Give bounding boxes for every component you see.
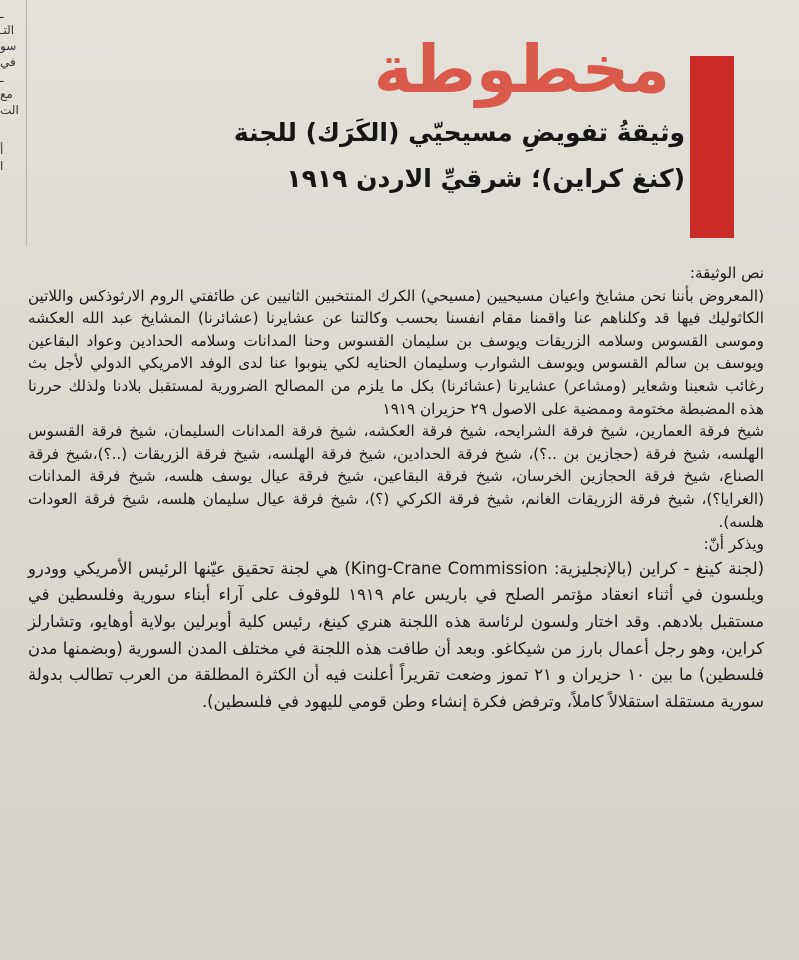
fragment-line: في	[0, 55, 16, 69]
fragment-line: ا	[0, 159, 4, 173]
context-text: (لجنة كينغ - كراين (بالإنجليزية: King-Crane Commission) هي لجنة تحقيق عيّنها الرئيس الأمريكي وودرو ويلسون في أثناء انعقاد مؤتمر الصلح في باريس عام ١٩١٩ للوقوف على آراء أبناء سورية وفلسطين في مستقبل بلادهم. وقد اختار ولسون لرئاسة هذه اللجنة هنري كينغ، رئيس كلية أوبرلين بولاية أوهايو، وتشارلز كراين، وهو رجل أعمال بارز من شيكاغو. وبعد أن طافت هذه اللجنة في مختلف المدن السورية (وبضمنها مدن فلسطين) ما بين ١٠ حزيران و ٢١ تموز وضعت تقريراً أعلنت فيه أن الكثرة المطلقة من العرب تطالب بدولة سورية مستقلة استقلالاً كاملاً، وترفض فكرة إنشاء وطن قومي لليهود في فلسطين).	[28, 558, 764, 711]
fragment-line: ـ	[0, 71, 4, 85]
context-label: ويذكر أنّ:	[703, 535, 764, 554]
fragment-line: ـ	[0, 7, 4, 21]
fragment-line: سو	[0, 39, 17, 53]
fragment-line: مع	[0, 87, 13, 101]
signatories-list: شيخ فرقة العمارين، شيخ فرقة الشرايحه، شيخ فرقة العكشه، شيخ فرقة المدانات السليمان، شيخ فرقة القسوس الهلسه، شيخ فرقة (حجازين بن ..؟)، شيخ فرقة الحدادين، شيخ فرقة الهلسه، شيخ فرقة الزريقات (..؟)،شيخ فرقة الصناع، شيخ فرقة الحجازين الخرسان، شيخ فرقة البقاعين، شيخ فرقة عيال يوسف هلسه، شيخ فرقة المدانات (الغرايا؟)، شيخ فرقة الزريقات الغانم، شيخ فرقة الكركي (؟)، شيخ فرقة عيال سليمان هلسه، شيخ فرقة العودات هلسه).	[28, 422, 764, 531]
article-body	[28, 262, 764, 715]
headline-line-1: وثيقةُ تفويضِ مسيحيّي (الكَرَك) للجنة	[233, 118, 685, 147]
accent-bar	[690, 56, 734, 238]
document-text: (المعروض بأننا نحن مشايخ واعيان مسيحيين (مسيحي) الكرك المنتخبين الثانيين عن طائفتي الروم الارثوذكس واللاتين الكاثوليك فيها قد وكلناهم عنا واقمنا مقام انفسنا بحسب وكالتنا عن عشايرنا (عشائرنا) المشايخ عبد الله العكشه وموسى القسوس وسلامه الزريقات ويوسف بن سليمان القسوس وحنا المدانات وسلامه الحدادين وعواد البقاعين ويوسف بن سالم القسوس ويوسف الشوارب وسليمان الحنايه لكي ينوبوا عنا لدى الوفد الامريكي الدولي لأجل بث رغائب شعبنا وشعاير (ومشاعر) عشايرنا (عشائرنا) بكل ما يلزم من المصالح الضرورية لمستقبل بلادنا ولذلك حررنا هذه المضبطة مختومة وممضية على الاصول ٢٩ حزيران ١٩١٩	[28, 286, 764, 418]
section-title: مخطوطة	[373, 31, 670, 108]
fragment-line: أ	[0, 143, 4, 157]
fragment-line: التـ	[0, 23, 15, 37]
fragment-line: الت	[0, 103, 19, 117]
document-label: نص الوثيقة:	[689, 264, 764, 282]
article-headline	[140, 110, 685, 202]
headline-line-2: (كنغ كراين)؛ شرقيِّ الاردن ١٩١٩	[286, 164, 685, 193]
adjacent-column-fragment	[0, 0, 27, 246]
